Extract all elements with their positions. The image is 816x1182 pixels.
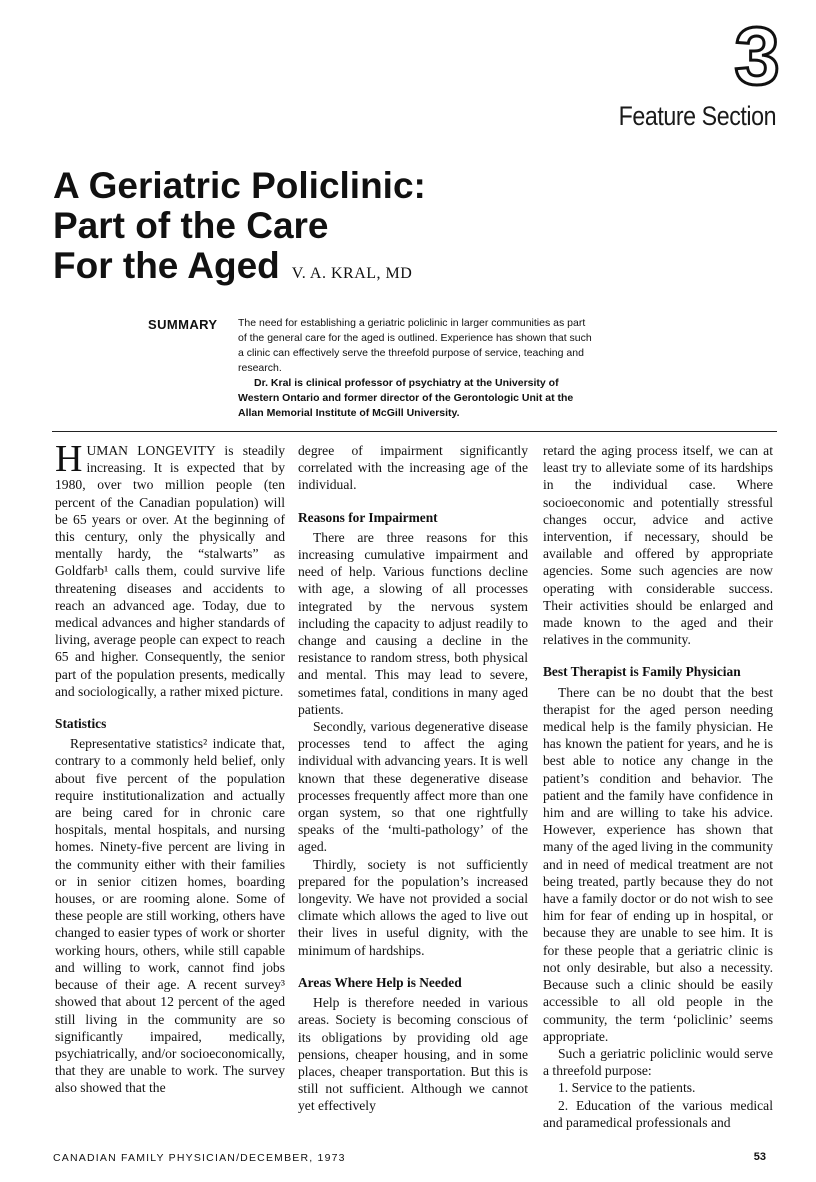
continuation-paragraph: degree of impairment significantly correlated with the increasing age of the individual. — [298, 443, 528, 493]
intro-paragraph — [55, 438, 285, 700]
areas-paragraph: Help is therefore needed in various areas. Society is becoming conscious of its obligations by providing old age pensions, cheaper housing, and in some places, cheaper transportation. But this is still not sufficient. Although we cannot yet effectively — [298, 995, 528, 1114]
section-number — [734, 11, 780, 102]
column-3 — [543, 442, 773, 1131]
article-title — [53, 166, 426, 294]
list-item: 2. Education of the various medical and paramedical professionals and — [543, 1097, 773, 1130]
title-line-3-text: For the Aged — [53, 245, 280, 286]
summary-text: The need for establishing a geriatric policlinic in larger communities as part of the general care for the aged is outlined. Experience has shown that such a clinic can effectively serve the threefold purpose of service, teaching and research. — [238, 317, 592, 374]
section-label: Feature Section — [618, 101, 776, 131]
reasons-paragraph-3: Thirdly, society is not sufficiently prepared for the population’s increased longevity. We have not provided a social climate which allows the aged to live out their lives in useful dignity, with the minimum of hardships. — [298, 856, 528, 958]
heading-areas: Areas Where Help is Needed — [298, 974, 462, 990]
column-1 — [55, 438, 285, 1097]
therapist-paragraph-1: There can be no doubt that the best therapist for the aged person needing medical help is the family physician. He has known the patient for years, and he is best able to notice any change in the patient’s condition and behavior. The patient and the family have confidence in him and are willing to take his advice. However, experience has shown that many of the aged living in the community and in need of medical treatment are not being treated, partly because they do not have a family doctor or do not wish to see him for fear of ending up in hospital, or because they are unable to see him. It is for these people that a geriatric clinic is not only desirable, but also a necessity. Because such a clinic should be easily accessible to all old people in the community, the term ‘policlinic’ seems appropriate. — [543, 684, 773, 1044]
reasons-paragraph-2: Secondly, various degenerative disease processes tend to affect the aging individual with advancing years. It is well known that these degenerative disease processes frequently affect more than one organ system, so that one rightfully speaks of the ‘multi-pathology’ of the aged. — [298, 719, 528, 855]
reasons-paragraph-1: There are three reasons for this increasing cumulative impairment and need of help. Various functions decline with age, a slowing of all processes integrated by the nervous system including the capacity to adjust readily to change and causing a decline in the resistance to random stress, both physical and mental. This may lead to severe, sometimes fatal, conditions in many aged patients. — [298, 529, 528, 717]
heading-reasons: Reasons for Impairment — [298, 509, 438, 525]
intro-text: UMAN LONGEVITY is steadily increasing. It is expected that by 1980, over two million people (ten percent of the Canadian population) will be 65 years or over. At the beginning of this century, only the physically and mentally hardy, the “stalwarts” as Goldfarb¹ calls them, could survive life threatening diseases and accidents to reach an advanced age. Today, due to medical advances and higher standards of living, average people can expect to reach 65 and higher. Consequently, the senior part of the population presents, medically and sociologically, a rather mixed picture. — [55, 443, 285, 699]
list-item: 1. Service to the patients. — [558, 1080, 696, 1096]
author-bio: Dr. Kral is clinical professor of psychiatry at the University of Western Ontario and former director of the Gerontologic Unit at the Allan Memorial Institute of McGill University. — [238, 377, 574, 419]
section-number-glyph — [734, 11, 780, 102]
therapist-paragraph-2: Such a geriatric policlinic would serve a threefold purpose: — [543, 1045, 773, 1079]
drop-cap: H — [55, 438, 83, 480]
journal-footer: CANADIAN FAMILY PHYSICIAN/DECEMBER, 1973 — [53, 1152, 346, 1164]
page-number: 53 — [753, 1151, 766, 1163]
section-divider — [52, 431, 777, 432]
continuation-paragraph: retard the aging process itself, we can at least try to alleviate some of its hardships in the individual case. Where socioeconomic and potentially stressful changes occur, advice and active intervention, if necessary, should be available and offered by appropriate agencies. Some such agencies are now operating with considerable success. Their activities should be enlarged and made known to the aged and their relatives in the community. — [543, 443, 773, 648]
title-line-3 — [53, 246, 426, 294]
heading-statistics: Statistics — [55, 716, 107, 732]
section-number-text: 3 — [734, 11, 780, 102]
column-2 — [298, 442, 528, 1115]
title-line-2: Part of the Care — [53, 205, 329, 246]
title-line-1: A Geriatric Policlinic: — [53, 165, 426, 206]
author-name: V. A. KRAL, MD — [291, 265, 413, 282]
statistics-paragraph: Representative statistics² indicate that, contrary to a commonly held belief, only about five percent of the population require institutionalization and actually are being cared for in chronic care hospitals, mental hospitals, and nursing homes. Ninety-five percent are living in the community either with their families or in senior citizen homes, boarding houses, or are rooming alone. Some of these people are still working, others have changed to easier types of work or shorter working hours, others, while still capable and willing to work, cannot find jobs because of their age. A recent survey³ showed that about 12 percent of the aged still living in the community are so significantly impaired, medically, psychiatrically, and/or socioeconomically, that they are unable to work. The survey also showed that the — [55, 736, 285, 1096]
summary-heading: SUMMARY — [148, 317, 218, 332]
heading-therapist: Best Therapist is Family Physician — [543, 664, 741, 680]
